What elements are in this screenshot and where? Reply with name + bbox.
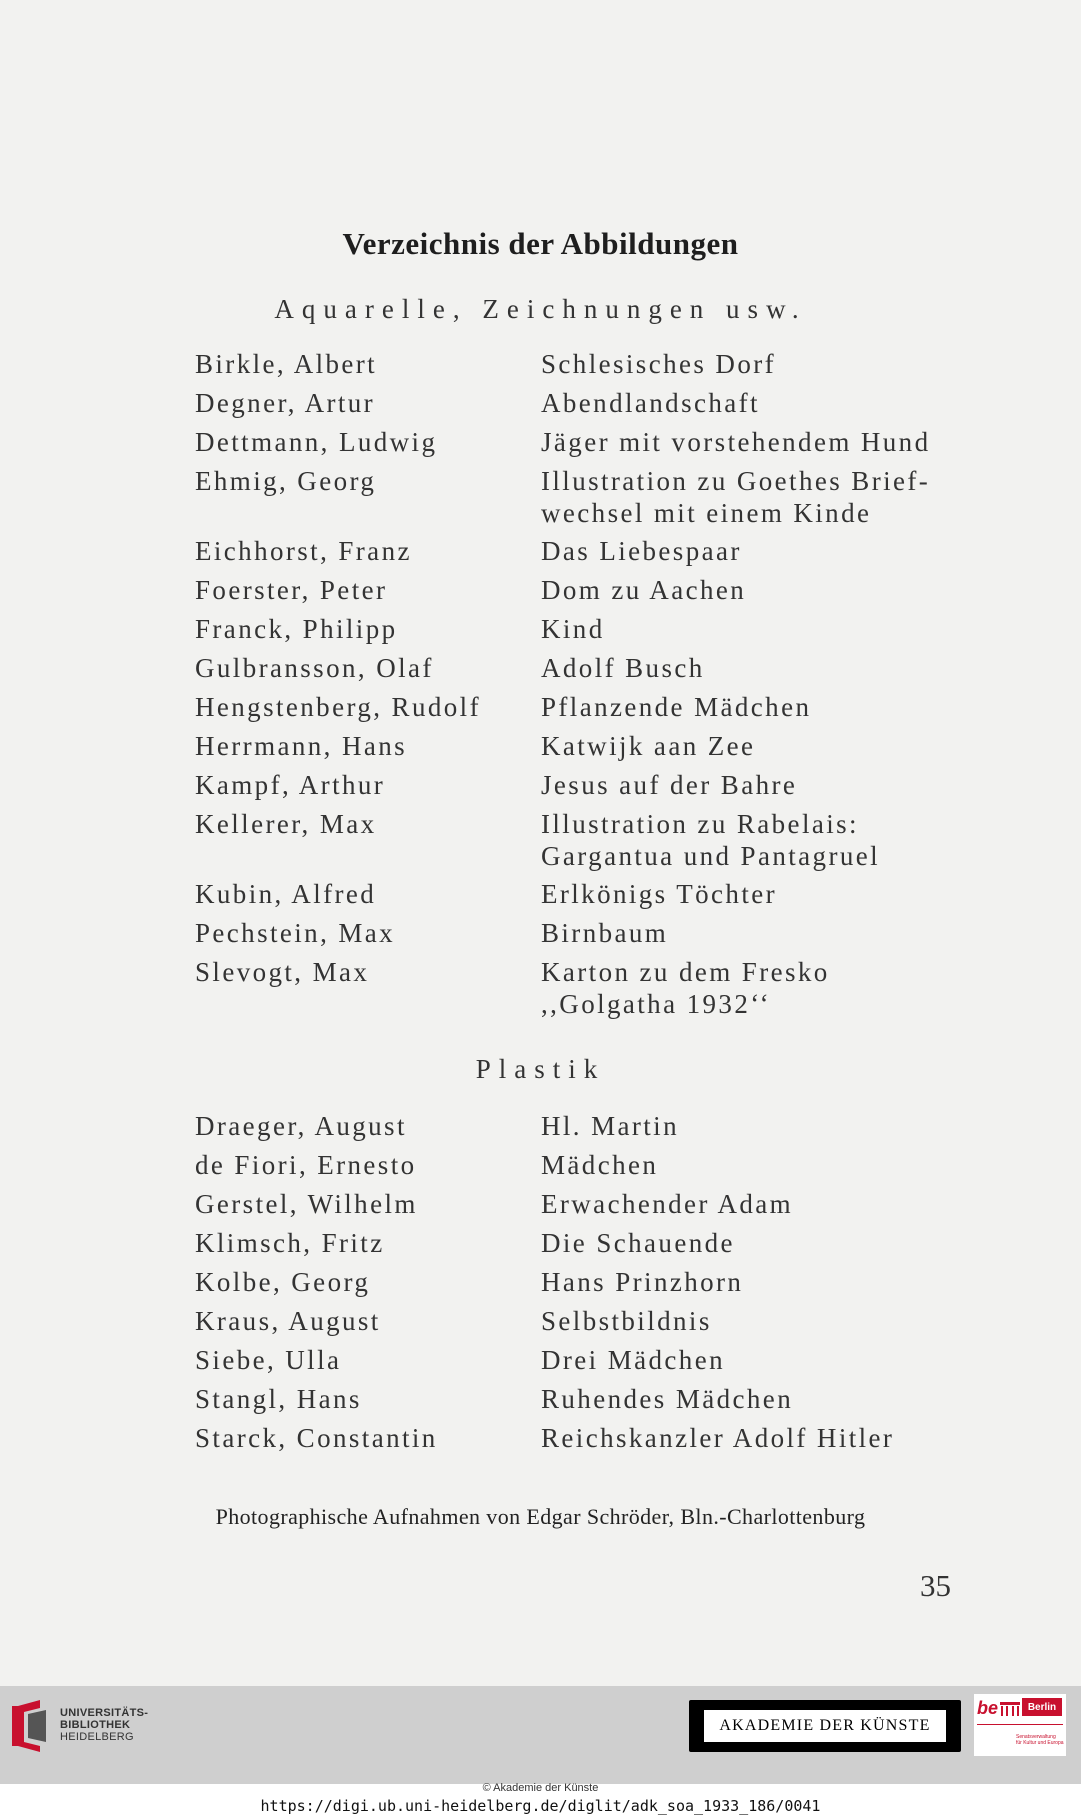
- work-title-line: Kind: [541, 614, 605, 644]
- list-item: [0, 652, 1081, 691]
- work-title-line: Gargantua und Pantagruel: [541, 841, 881, 871]
- list-item: [0, 1383, 1081, 1422]
- work-title: [541, 1344, 725, 1376]
- artist-name: Klimsch, Fritz: [195, 1228, 385, 1258]
- work-title-line: Pflanzende Mädchen: [541, 692, 812, 722]
- work-title-line: Illustration zu Goethes Brief-: [541, 466, 931, 496]
- work-title-line: Ruhendes Mädchen: [541, 1384, 794, 1414]
- university-library-name[interactable]: [60, 1707, 148, 1743]
- page-number: 35: [920, 1568, 951, 1603]
- work-title: [541, 691, 811, 723]
- berlin-senate-text: [1016, 1734, 1064, 1746]
- work-title-line: Erwachender Adam: [541, 1189, 794, 1219]
- work-title: [541, 917, 668, 949]
- akademie-logo-label: AKADEMIE DER KÜNSTE: [704, 1710, 946, 1742]
- work-title: [541, 1149, 658, 1181]
- work-title: [541, 808, 880, 872]
- artist-name: Kraus, August: [195, 1306, 381, 1336]
- artist-name: Pechstein, Max: [195, 918, 396, 948]
- work-title: [541, 535, 742, 567]
- work-title-line: Karton zu dem Fresko: [541, 957, 830, 987]
- list-item: [0, 1188, 1081, 1227]
- list-item: [0, 465, 1081, 535]
- artist-name: Kampf, Arthur: [195, 770, 386, 800]
- artist-name: Dettmann, Ludwig: [195, 427, 438, 457]
- work-title-line: Birnbaum: [541, 918, 669, 948]
- artist-name: Gerstel, Wilhelm: [195, 1189, 418, 1219]
- artist-name: Kolbe, Georg: [195, 1267, 371, 1297]
- artist-name: Starck, Constantin: [195, 1423, 438, 1453]
- work-title-line: Erlkönigs Töchter: [541, 879, 778, 909]
- work-title: [541, 1266, 743, 1298]
- work-title-line: Die Schauende: [541, 1228, 735, 1258]
- list-item: [0, 917, 1081, 956]
- artist-name: Eichhorst, Franz: [195, 536, 412, 566]
- berlin-senate-line: Senatsverwaltung: [1016, 1734, 1056, 1740]
- work-title-line: Dom zu Aachen: [541, 575, 747, 605]
- artist-name: Degner, Artur: [195, 388, 376, 418]
- list-item: [0, 730, 1081, 769]
- artist-name: Foerster, Peter: [195, 575, 388, 605]
- work-title: [541, 426, 930, 458]
- library-name-line: HEIDELBERG: [60, 1731, 134, 1743]
- work-title-line: Jesus auf der Bahre: [541, 770, 798, 800]
- artist-name: Slevogt, Max: [195, 957, 370, 987]
- artist-name: Franck, Philipp: [195, 614, 398, 644]
- work-title: [541, 956, 830, 1020]
- section-heading-plastik: Plastik: [475, 1054, 606, 1084]
- list-item: [0, 348, 1081, 387]
- work-title-line: Illustration zu Rabelais:: [541, 809, 859, 839]
- list-item: [0, 1344, 1081, 1383]
- work-title-line: Mädchen: [541, 1150, 659, 1180]
- artist-name: Draeger, August: [195, 1111, 407, 1141]
- list-item: [0, 691, 1081, 730]
- university-library-logo-icon[interactable]: [10, 1698, 54, 1754]
- list-item: [0, 956, 1081, 1026]
- brandenburg-gate-icon: [1000, 1702, 1020, 1716]
- akademie-der-kuenste-logo[interactable]: [689, 1700, 961, 1752]
- berlin-be-text: be: [977, 1698, 999, 1718]
- artist-name: Kellerer, Max: [195, 809, 377, 839]
- work-title-line: wechsel mit einem Kinde: [541, 498, 872, 528]
- artist-name: Herrmann, Hans: [195, 731, 408, 761]
- list-item: [0, 1266, 1081, 1305]
- artist-name: de Fiori, Ernesto: [195, 1150, 417, 1180]
- work-title: [541, 348, 776, 380]
- list-item: [0, 1110, 1081, 1149]
- work-title-line: Katwijk aan Zee: [541, 731, 756, 761]
- list-item: [0, 387, 1081, 426]
- entry-list-plastik: [0, 1110, 1081, 1461]
- list-item: [0, 613, 1081, 652]
- list-item: [0, 1305, 1081, 1344]
- entry-list-aquarelle: [0, 348, 1081, 1026]
- work-title: [541, 652, 705, 684]
- artist-name: Kubin, Alfred: [195, 879, 377, 909]
- work-title: [541, 465, 930, 529]
- list-item: [0, 808, 1081, 878]
- library-name-line: UNIVERSITÄTS-: [60, 1707, 149, 1719]
- copyright-notice: © Akademie der Künste: [482, 1782, 599, 1794]
- work-title: [541, 1188, 793, 1220]
- artist-name: Hengstenberg, Rudolf: [195, 692, 481, 722]
- work-title: [541, 613, 605, 645]
- berlin-senate-logo[interactable]: [974, 1694, 1066, 1756]
- work-title: [541, 730, 755, 762]
- work-title: [541, 1110, 679, 1142]
- artist-name: Stangl, Hans: [195, 1384, 362, 1414]
- work-title: [541, 1305, 712, 1337]
- list-item: [0, 1422, 1081, 1461]
- list-item: [0, 1227, 1081, 1266]
- artist-name: Ehmig, Georg: [195, 466, 377, 496]
- work-title: [541, 1383, 793, 1415]
- section-heading-aquarelle: Aquarelle, Zeichnungen usw.: [274, 294, 807, 324]
- work-title-line: Reichskanzler Adolf Hitler: [541, 1423, 895, 1453]
- list-item: [0, 535, 1081, 574]
- work-title: [541, 1422, 894, 1454]
- work-title: [541, 387, 760, 419]
- work-title-line: Selbstbildnis: [541, 1306, 712, 1336]
- list-item: [0, 574, 1081, 613]
- work-title: [541, 878, 777, 910]
- work-title-line: Das Liebespaar: [541, 536, 742, 566]
- berlin-senate-line: für Kultur und Europa: [1016, 1740, 1064, 1746]
- viewer-footer: [0, 1686, 1081, 1819]
- work-title: [541, 769, 797, 801]
- berlin-badge: Berlin: [1022, 1698, 1062, 1716]
- list-item: [0, 769, 1081, 808]
- work-title: [541, 1227, 735, 1259]
- page-title: Verzeichnis der Abbildungen: [342, 226, 739, 261]
- list-item: [0, 1149, 1081, 1188]
- work-title: [541, 574, 746, 606]
- library-name-line: BIBLIOTHEK: [60, 1719, 131, 1731]
- artist-name: Gulbransson, Olaf: [195, 653, 434, 683]
- work-title-line: Drei Mädchen: [541, 1345, 725, 1375]
- work-title-line: Jäger mit vorstehendem Hund: [541, 427, 931, 457]
- photo-credit: Photographische Aufnahmen von Edgar Schröder, Bln.-Charlottenburg: [215, 1504, 866, 1529]
- list-item: [0, 878, 1081, 917]
- artist-name: Siebe, Ulla: [195, 1345, 342, 1375]
- work-title-line: Hl. Martin: [541, 1111, 679, 1141]
- list-item: [0, 426, 1081, 465]
- work-title-line: Adolf Busch: [541, 653, 705, 683]
- artist-name: Birkle, Albert: [195, 349, 378, 379]
- work-title-line: Abendlandschaft: [541, 388, 760, 418]
- berlin-divider: [977, 1724, 1063, 1725]
- work-title-line: ,,Golgatha 1932‘‘: [541, 989, 771, 1019]
- work-title-line: Hans Prinzhorn: [541, 1267, 744, 1297]
- permalink-url[interactable]: https://digi.ub.uni-heidelberg.de/diglit/adk_soa_1933_186/0041: [260, 1797, 821, 1815]
- work-title-line: Schlesisches Dorf: [541, 349, 777, 379]
